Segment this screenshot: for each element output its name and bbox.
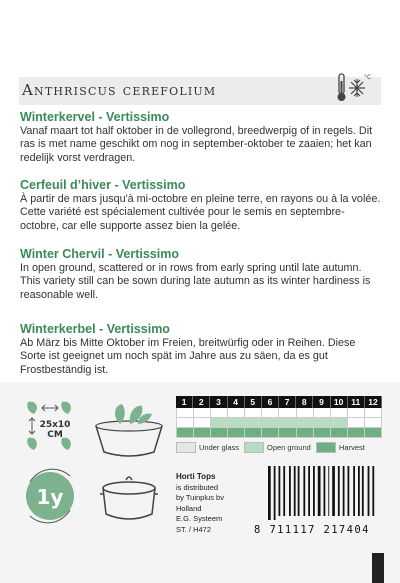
calendar-cell bbox=[348, 408, 365, 418]
calendar-cell bbox=[331, 418, 348, 428]
barcode-bar bbox=[324, 466, 326, 516]
barcode-bar bbox=[289, 466, 291, 516]
barcode-bar bbox=[353, 466, 355, 516]
calendar-cell bbox=[194, 418, 211, 428]
barcode-bar bbox=[372, 466, 374, 516]
barcode-bar bbox=[368, 466, 370, 516]
spacing-leaves-icon bbox=[20, 396, 82, 458]
company-line: E.G. Systeem bbox=[176, 514, 223, 523]
calendar-cell bbox=[245, 428, 262, 438]
barcode bbox=[266, 466, 378, 520]
calendar-cell bbox=[297, 418, 314, 428]
calendar-cell bbox=[314, 418, 331, 428]
legend-label: Harvest bbox=[339, 443, 365, 452]
calendar-cell bbox=[228, 428, 245, 438]
calendar-cell bbox=[211, 428, 228, 438]
barcode-bar bbox=[358, 466, 360, 516]
barcode-bar bbox=[274, 466, 276, 520]
month-label: 10 bbox=[331, 396, 348, 408]
company-line: by Tuinplus bv bbox=[176, 493, 224, 502]
section-title: Winterkerbel - Vertissimo bbox=[20, 322, 170, 336]
month-label: 1 bbox=[176, 396, 193, 408]
barcode-bar bbox=[268, 466, 271, 520]
calendar-cell bbox=[365, 418, 382, 428]
legend-swatch bbox=[316, 442, 336, 453]
company-name: Horti Tops bbox=[176, 472, 216, 481]
calendar-cell bbox=[348, 428, 365, 438]
calendar-cell bbox=[211, 408, 228, 418]
latin-name-box bbox=[19, 77, 381, 105]
sowing-bowl-icon bbox=[92, 396, 166, 460]
sowing-calendar bbox=[176, 396, 382, 438]
barcode-bar bbox=[343, 466, 345, 516]
month-label: 6 bbox=[262, 396, 279, 408]
barcode-bar bbox=[362, 466, 364, 516]
month-label: 9 bbox=[313, 396, 330, 408]
calendar-cell bbox=[262, 408, 279, 418]
spacing-value: 25x10 bbox=[39, 420, 71, 430]
section-french bbox=[20, 178, 382, 233]
barcode-bar bbox=[308, 466, 310, 516]
calendar-cell bbox=[262, 418, 279, 428]
calendar-cell bbox=[177, 428, 194, 438]
edge-marker bbox=[372, 553, 384, 583]
spacing-unit: CM bbox=[47, 430, 63, 440]
calendar-cell bbox=[194, 408, 211, 418]
section-text: Vanaf maart tot half oktober in de vollegrond, breedwerpig of in regels. Dit ras is met name geschikt om nog in september-oktober te zaaien; het kan redelijk vorst verdragen. bbox=[20, 125, 373, 164]
section-text: In open ground, scattered or in rows from early spring until late autumn. This variety still can be sown during late autumn as its winter hardiness is reasonable well. bbox=[20, 262, 371, 301]
company-line: Holland bbox=[176, 503, 202, 513]
barcode-bar bbox=[313, 466, 315, 516]
legend-swatch bbox=[176, 442, 196, 453]
legend-label: Under glass bbox=[199, 443, 240, 452]
calendar-cell bbox=[279, 408, 296, 418]
calendar-cell bbox=[297, 408, 314, 418]
barcode-number: 8 711117 217404 bbox=[254, 524, 370, 536]
calendar-cell bbox=[228, 408, 245, 418]
month-label: 3 bbox=[210, 396, 227, 408]
section-text: À partir de mars jusqu'à mi-octobre en pleine terre, en rayons ou à la volée. Cette variété est spécialement cultivée pour le semis en septembre-octobre, car elle supporte assez bien la gelée. bbox=[20, 193, 381, 232]
svg-text:°C: °C bbox=[364, 74, 372, 81]
calendar-cell bbox=[314, 408, 331, 418]
month-label: 11 bbox=[348, 396, 365, 408]
section-title: Cerfeuil d’hiver - Vertissimo bbox=[20, 178, 186, 192]
calendar-cell bbox=[211, 418, 228, 428]
company-line: is distributed bbox=[176, 482, 219, 492]
section-english bbox=[20, 247, 382, 302]
barcode-bar bbox=[298, 466, 300, 516]
month-label: 5 bbox=[245, 396, 262, 408]
calendar-cell bbox=[228, 418, 245, 428]
barcode-bar bbox=[283, 466, 285, 516]
calendar-row-harvest bbox=[176, 428, 382, 438]
calendar-cell bbox=[314, 428, 331, 438]
section-german bbox=[20, 322, 382, 377]
calendar-cell bbox=[331, 428, 348, 438]
section-text: Ab März bis Mitte Oktober im Freien, breitwürfig oder in Reihen. Diese Sorte ist geeignet um noch spät im Jahre aus zu säen, da es gut Frostbeständig ist. bbox=[20, 337, 356, 376]
calendar-cell bbox=[331, 408, 348, 418]
barcode-bar bbox=[348, 466, 350, 516]
calendar-cell bbox=[365, 408, 382, 418]
section-title: Winter Chervil - Vertissimo bbox=[20, 247, 179, 261]
calendar-cell bbox=[279, 418, 296, 428]
month-label: 2 bbox=[193, 396, 210, 408]
legend-label: Open ground bbox=[267, 443, 311, 452]
calendar-row-open-ground bbox=[176, 418, 382, 428]
legend-open-ground bbox=[244, 442, 311, 453]
calendar-cell bbox=[279, 428, 296, 438]
month-label: 8 bbox=[296, 396, 313, 408]
calendar-cell bbox=[245, 408, 262, 418]
section-title: Winterkervel - Vertissimo bbox=[20, 110, 170, 124]
barcode-bar bbox=[318, 466, 321, 516]
section-dutch bbox=[20, 110, 382, 165]
barcode-bar bbox=[338, 466, 340, 516]
barcode-bar bbox=[332, 466, 335, 516]
calendar-cell bbox=[297, 428, 314, 438]
month-label: 7 bbox=[279, 396, 296, 408]
legend-harvest bbox=[316, 442, 365, 453]
thermometer-snow-icon bbox=[336, 71, 370, 105]
month-label: 4 bbox=[228, 396, 245, 408]
calendar-cell bbox=[245, 418, 262, 428]
barcode-bar bbox=[294, 466, 296, 516]
company-info bbox=[176, 472, 224, 535]
calendar-cell bbox=[365, 428, 382, 438]
calendar-cell bbox=[177, 408, 194, 418]
calendar-legend bbox=[176, 440, 382, 454]
barcode-bar bbox=[328, 466, 329, 516]
calendar-cell bbox=[262, 428, 279, 438]
legend-swatch bbox=[244, 442, 264, 453]
latin-name: Anthriscus cerefolium bbox=[22, 81, 217, 99]
pot-icon bbox=[92, 466, 166, 528]
company-line: ST. / H472 bbox=[176, 524, 212, 534]
calendar-row-under-glass bbox=[176, 408, 382, 418]
calendar-cell bbox=[194, 428, 211, 438]
legend-under-glass bbox=[176, 442, 239, 453]
calendar-cell bbox=[348, 418, 365, 428]
lifespan-label: 1y bbox=[36, 485, 64, 509]
calendar-cell bbox=[177, 418, 194, 428]
calendar-months bbox=[176, 396, 382, 408]
month-label: 12 bbox=[365, 396, 382, 408]
barcode-bar bbox=[303, 466, 305, 516]
barcode-bar bbox=[279, 466, 281, 516]
one-year-icon bbox=[20, 466, 80, 526]
